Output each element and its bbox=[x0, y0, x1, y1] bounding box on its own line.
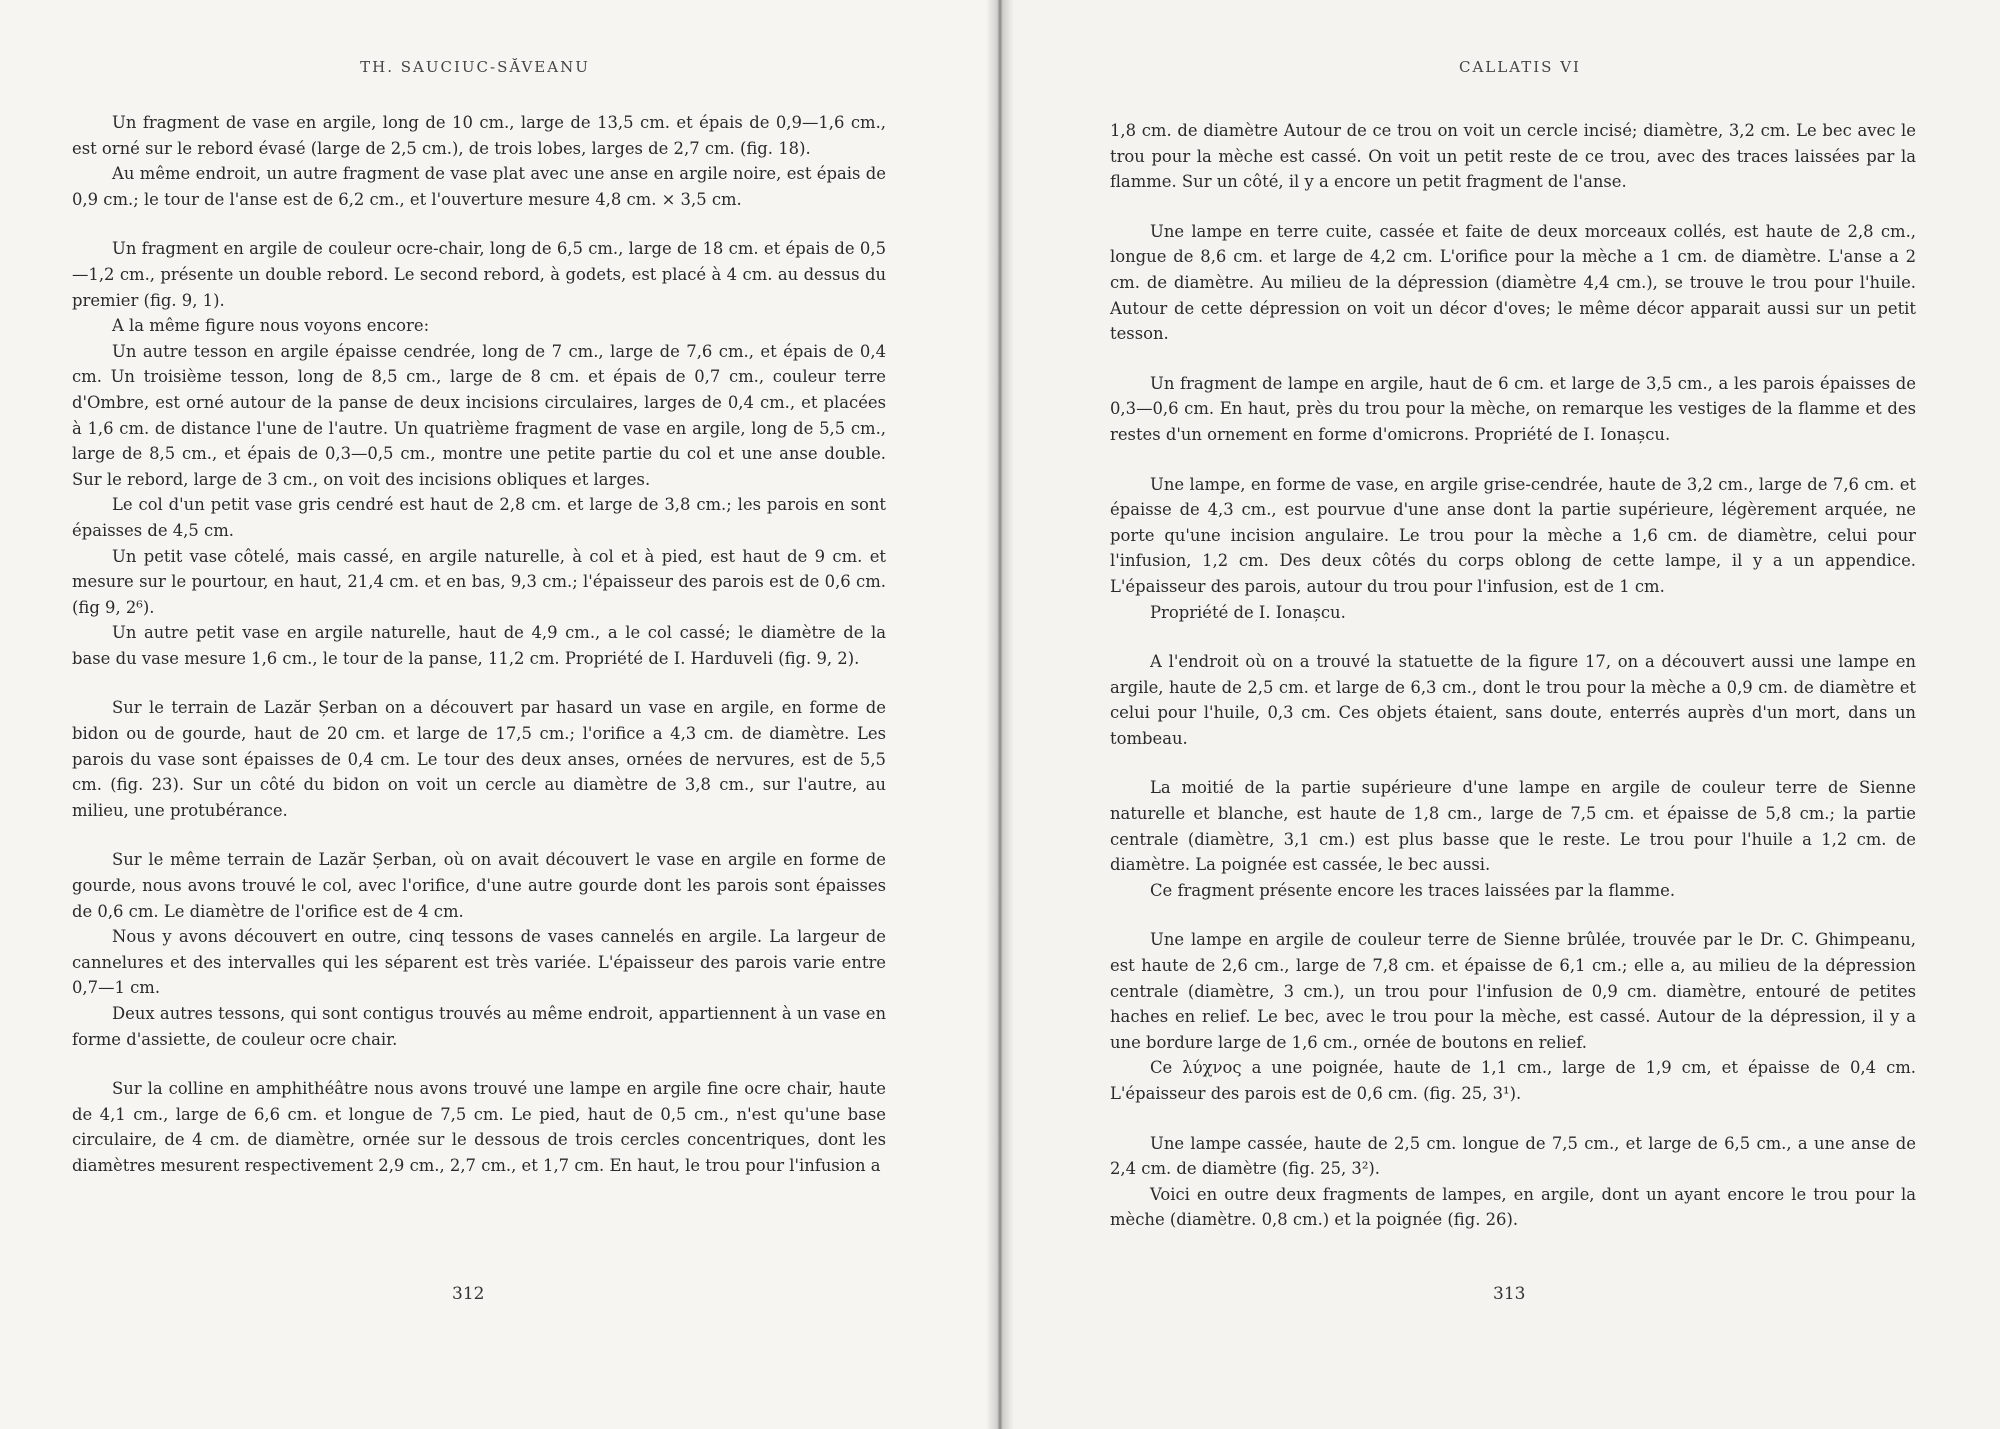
paragraph: Un fragment de lampe en argile, haut de 6 cm. et large de 3,5 cm., a les parois épaisses de 0,3—0,6 cm. En haut, près du trou pour la mèche, on remarque les vestiges de la flamme et des restes d'un ornement en forme d'omicrons. Propriété de I. Ionașcu. bbox=[1110, 373, 1916, 444]
paragraph: Sur la colline en amphithéâtre nous avons trouvé une lampe en argile fine ocre chair, haute de 4,1 cm., large de 6,6 cm. et longue de 7,5 cm. Le pied, haut de 0,5 cm., n'est qu'une base circulaire, de 4 cm. de diamètre, ornée sur le dessous de trois cercles concentriques, dont les diamètres mesurent respectivement 2,9 cm., 2,7 cm., et 1,7 cm. En haut, le trou pour l'infusion a bbox=[72, 1079, 886, 1175]
paragraph: Un fragment en argile de couleur ocre-chair, long de 6,5 cm., large de 18 cm. et épais de 0,5—1,2 cm., présente un double rebord. Le second rebord, à godets, est placé à 4 cm. au dessus du premier (fig. 9, 1). bbox=[72, 239, 886, 310]
left-page-body bbox=[72, 110, 886, 1179]
running-head-left: TH. SAUCIUC-SĂVEANU bbox=[360, 58, 590, 76]
paragraph: Au même endroit, un autre fragment de vase plat avec une anse en argile noire, est épais de 0,9 cm.; le tour de l'anse est de 6,2 cm., et l'ouverture mesure 4,8 cm. × 3,5 cm. bbox=[72, 164, 886, 209]
page-number-left: 312 bbox=[452, 1284, 485, 1304]
running-head-right: CALLATIS VI bbox=[1459, 58, 1581, 76]
paragraph: Voici en outre deux fragments de lampes, en argile, dont un ayant encore le trou pour la mèche (diamètre. 0,8 cm.) et la poignée (fig. 26). bbox=[1110, 1184, 1916, 1230]
paragraph: Le col d'un petit vase gris cendré est haut de 2,8 cm. et large de 3,8 cm.; les parois en sont épaisses de 4,5 cm. bbox=[72, 495, 886, 540]
paragraph: Sur le terrain de Lazăr Șerban on a découvert par hasard un vase en argile, en forme de bidon ou de gourde, haut de 20 cm. et large de 17,5 cm.; l'orifice a 4,3 cm. de diamètre. Les parois du vase sont épaisses de 0,4 cm. Le tour des deux anses, ornées de nervures, est de 5,5 cm. (fig. 23). Sur un côté du bidon on voit un cercle au diamètre de 3,8 cm., sur l'autre, au milieu, une protubérance. bbox=[72, 698, 886, 820]
right-page bbox=[1000, 0, 2000, 1429]
paragraph: Un autre petit vase en argile naturelle, haut de 4,9 cm., a le col cassé; le diamètre de la base du vase mesure 1,6 cm., le tour de la panse, 11,2 cm. Propriété de I. Harduveli (fig. 9, 2). bbox=[72, 623, 886, 668]
paragraph: Un autre tesson en argile épaisse cendrée, long de 7 cm., large de 7,6 cm., et épais de 0,4 cm. Un troisième tesson, long de 8,5 cm., large de 8 cm. et épais de 0,7 cm., couleur terre d'Ombre, est orné autour de la panse de deux incisions circulaires, larges de 0,4 cm., et placées à 1,6 cm. de distance l'une de l'autre. Un quatrième fragment de vase en argile, long de 5,5 cm., large de 8,5 cm., et épais de 0,3—0,5 cm., montre une petite partie du col et une anse double. Sur le rebord, large de 3 cm., on voit des incisions obliques et larges. bbox=[72, 341, 886, 489]
paragraph: Ce λύχνος a une poignée, haute de 1,1 cm., large de 1,9 cm, et épaisse de 0,4 cm. L'épaisseur des parois est de 0,6 cm. (fig. 25, 3¹). bbox=[1110, 1058, 1916, 1103]
paragraph: Une lampe cassée, haute de 2,5 cm. longue de 7,5 cm., et large de 6,5 cm., a une anse de 2,4 cm. de diamètre (fig. 25, 3²). bbox=[1110, 1133, 1916, 1179]
paragraph: Ce fragment présente encore les traces laissées par la flamme. bbox=[1150, 880, 1676, 900]
paragraph: 1,8 cm. de diamètre Autour de ce trou on voit un cercle incisé; diamètre, 3,2 cm. Le bec avec le trou pour la mèche est cassé. On voit un petit reste de ce trou, avec des traces laissées par la flamme. Sur un côté, il y a encore un petit fragment de l'anse. bbox=[1110, 121, 1916, 192]
paragraph: Nous y avons découvert en outre, cinq tessons de vases cannelés en argile. La largeur de cannelures et des intervalles qui les séparent est très variée. L'épaisseur des parois varie entre 0,7—1 cm. bbox=[72, 927, 886, 998]
paragraph: Sur le même terrain de Lazăr Șerban, où on avait découvert le vase en argile en forme de gourde, nous avons trouvé le col, avec l'orifice, d'une autre gourde dont les parois sont épaisses de 0,6 cm. Le diamètre de l'orifice est de 4 cm. bbox=[72, 850, 886, 921]
page-number-right: 313 bbox=[1493, 1284, 1526, 1304]
paragraph: Une lampe en terre cuite, cassée et faite de deux morceaux collés, est haute de 2,8 cm., longue de 8,6 cm. et large de 4,2 cm. L'orifice pour la mèche a 1 cm. de diamètre. L'anse a 2 cm. de diamètre. Au milieu de la dépression (diamètre 4,4 cm.), se trouve le trou pour l'huile. Autour de cette dépression on voit un décor d'oves; le même décor apparait aussi sur un petit tesson. bbox=[1110, 221, 1916, 344]
paragraph: Un fragment de vase en argile, long de 10 cm., large de 13,5 cm. et épais de 0,9—1,6 cm., est orné sur le rebord évasé (large de 2,5 cm.), de trois lobes, larges de 2,7 cm. (fig. 18). bbox=[72, 113, 886, 158]
paragraph: La moitié de la partie supérieure d'une lampe en argile de couleur terre de Sienne naturelle et blanche, est haute de 1,8 cm., large de 7,5 cm. et épaisse de 5,8 cm.; la partie centrale (diamètre, 3,1 cm.) est plus basse que le reste. Le trou pour l'huile a 1,2 cm. de diamètre. La poignée est cassée, le bec aussi. bbox=[1110, 778, 1916, 875]
right-page-body bbox=[1110, 118, 1916, 1233]
paragraph: A l'endroit où on a trouvé la statuette de la figure 17, on a découvert aussi une lampe en argile, haute de 2,5 cm. et large de 6,3 cm., dont le trou pour la mèche a 0,9 cm. de diamètre et celui pour l'huile, 0,3 cm. Ces objets étaient, sans doute, enterrés auprès d'un mort, dans un tombeau. bbox=[1110, 652, 1916, 748]
paragraph: Une lampe, en forme de vase, en argile grise-cendrée, haute de 3,2 cm., large de 7,6 cm. et épaisse de 4,3 cm., est pourvue d'une anse dont la partie supérieure, légèrement arquée, ne porte qu'une incision angulaire. Le trou pour la mèche a 1,6 cm. de diamètre, celui pour l'infusion, 1,2 cm. Des deux côtés du corps oblong de cette lampe, il y a un appendice. L'épaisseur des parois, autour du trou pour l'infusion, est de 1 cm. bbox=[1110, 474, 1916, 596]
paragraph: Un petit vase côtelé, mais cassé, en argile naturelle, à col et à pied, est haut de 9 cm. et mesure sur le pourtour, en haut, 21,4 cm. et en bas, 9,3 cm.; l'épaisseur des parois est de 0,6 cm. (fig 9, 2⁶). bbox=[72, 546, 886, 617]
paragraph: Propriété de I. Ionașcu. bbox=[1150, 602, 1346, 622]
paragraph: Deux autres tessons, qui sont contigus trouvés au même endroit, appartiennent à un vase en forme d'assiette, de couleur ocre chair. bbox=[72, 1004, 886, 1049]
paragraph: A la même figure nous voyons encore: bbox=[112, 316, 430, 336]
book-gutter bbox=[986, 0, 1014, 1429]
paragraph: Une lampe en argile de couleur terre de Sienne brûlée, trouvée par le Dr. C. Ghimpeanu, est haute de 2,6 cm., large de 7,8 cm. et épaisse de 6,1 cm.; elle a, au milieu de la dépression centrale (diamètre, 3 cm.), un trou pour l'infusion de 0,9 cm. diamètre, entouré de petites haches en relief. Le bec, avec le trou pour la mèche, est cassé. Autour de la dépression, il y a une bordure large de 1,6 cm., ornée de boutons en relief. bbox=[1110, 930, 1916, 1052]
